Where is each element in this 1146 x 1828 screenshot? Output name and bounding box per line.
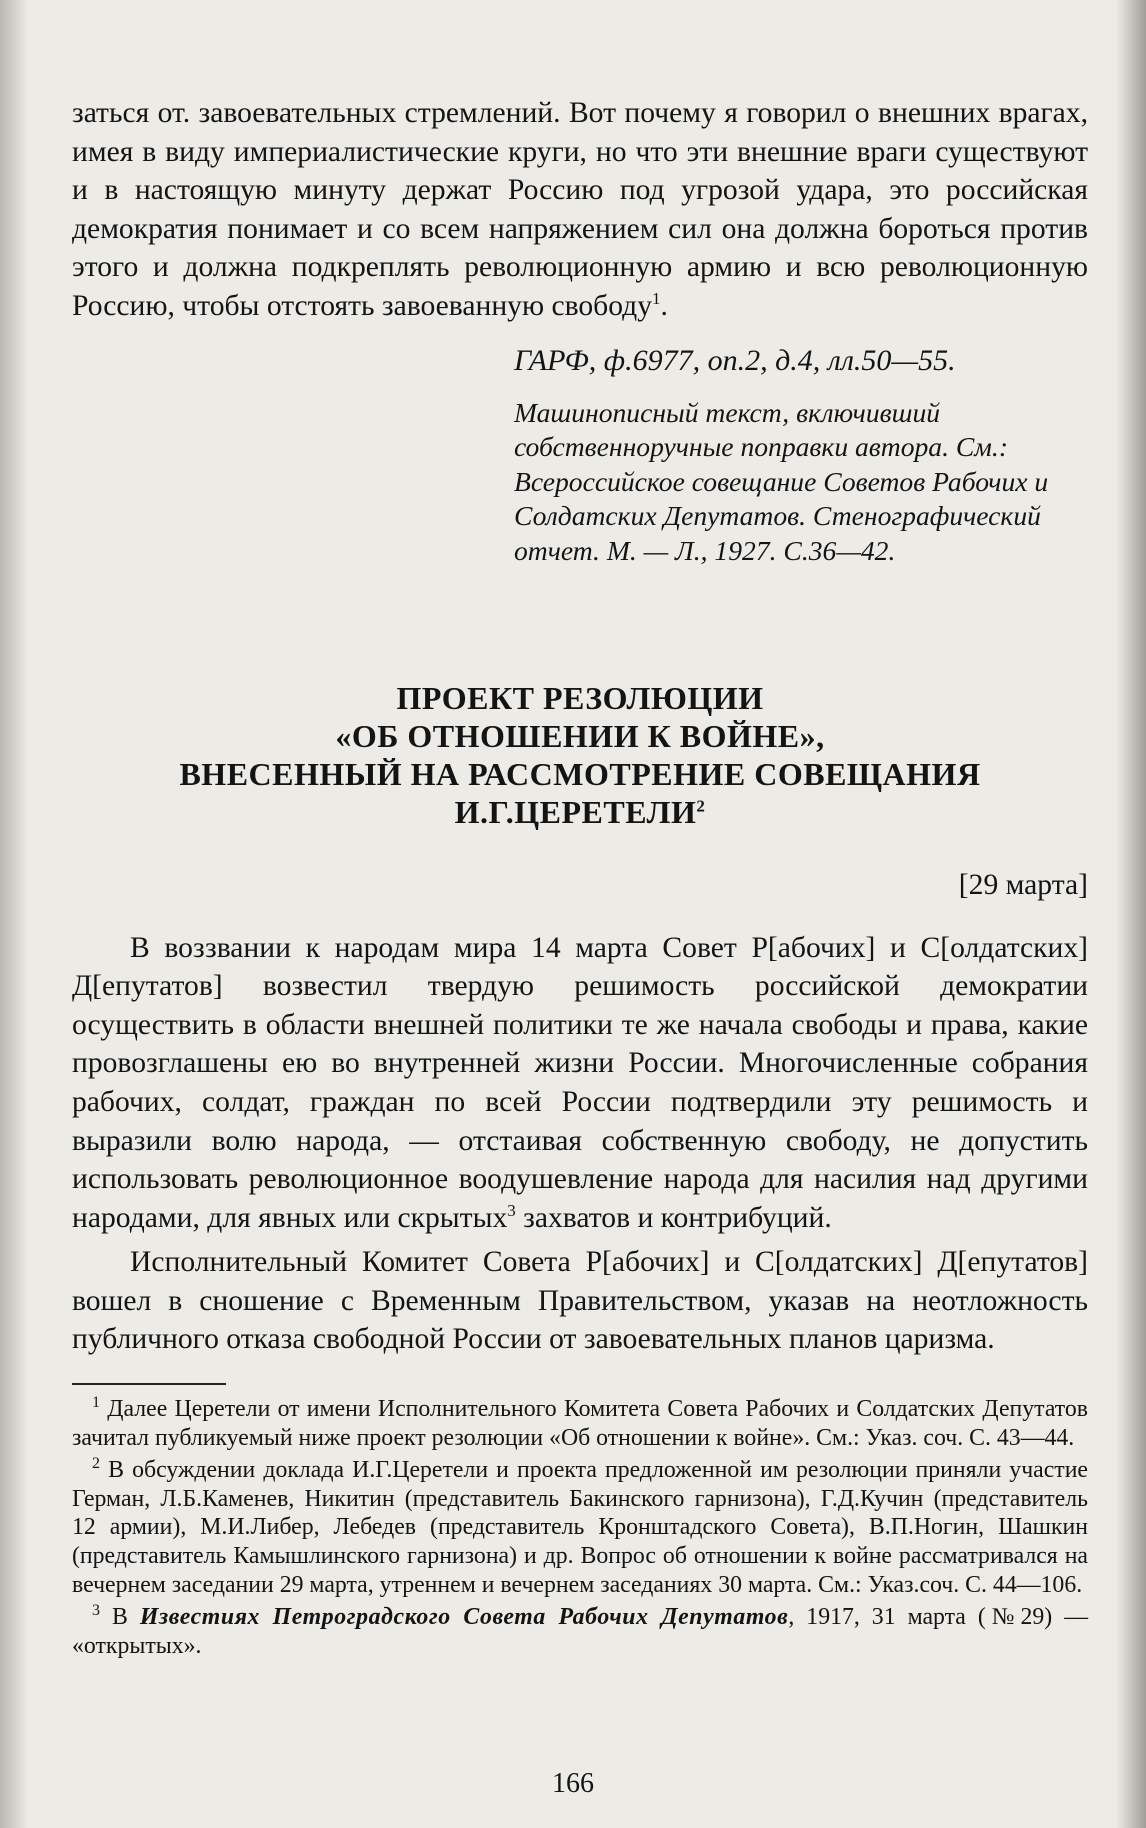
intro-end: . (660, 289, 668, 322)
intro-text: заться от. завоевательных стремлений. Вот почему я говорил о внешних врагах, имея в виду империалистические круги, но что эти внешние враги существуют и в настоящую минуту держат Россию под угрозой удара, это российская демократия понимает и со всем напряжением сил она должна бороться против этого и должна подкреплять революционную армию и всю революционную Россию, чтобы отстоять завоеванную свободу (72, 97, 1088, 322)
document-date: [29 марта] (958, 868, 1088, 901)
heading-line-1: ПРОЕКТ РЕЗОЛЮЦИИ (396, 679, 764, 716)
footnote-3-suffix: , 1917, 31 марта (№29) — «открытых». (72, 1604, 1088, 1659)
footnote-2-number: 2 (92, 1455, 100, 1473)
heading-line-2: «ОБ ОТНОШЕНИИ К ВОЙНЕ», (335, 717, 825, 754)
heading-line-4 (72, 793, 1088, 831)
footnote-1-text: Далее Церетели от имени Исполнительного Комитета Совета Рабочих и Солдатских Депутатов зачитал публикуемый ниже проект резолюции «Об отношении к войне». См.: Указ. соч. С. 43—44. (72, 1396, 1088, 1451)
citation-note: Машинописный текст, включивший собственноручные поправки автора. См.: Всероссийское совещание Советов Рабочих и Солдатских Депутатов. Стенографический отчет. М. — Л., 1927. С.36—42. (514, 396, 1049, 566)
source-citation (496, 342, 1088, 569)
body-paragraph-1 (72, 929, 1088, 1238)
paragraph-1-text: В воззвании к народам мира 14 марта Совет Р[абочих] и С[олдатских] Д[епутатов] возвестил твердую решимость российской демократии осуществить в области внешней политики те же начала свободы и права, какие провозглашены ею во внутренней жизни России. Многочисленные собрания рабочих, солдат, граждан по всей России подтвердили эту решимость и выразили волю народа, — отстаивая собственную свободу, не допустить использовать революционное воодушевление народа для насилия над другими народами, для явных или скрытых (72, 931, 1088, 1234)
page-number: 166 (552, 1768, 594, 1799)
text-column (72, 94, 1088, 1664)
footnote-3 (72, 1603, 1088, 1660)
heading-author: И.Г.ЦЕРЕТЕЛИ (454, 793, 697, 830)
archive-reference: ГАРФ, ф.6977, оп.2, д.4, лл.50—55. (514, 343, 956, 377)
footnote-3-number: 3 (92, 1602, 100, 1620)
footnote-3-prefix: В (111, 1604, 140, 1631)
footnote-3-source: Известиях Петроградского Совета Рабочих Депутатов (139, 1604, 789, 1631)
paragraph-1-end: захватов и контрибуций. (515, 1201, 832, 1234)
footnote-1-number: 1 (92, 1394, 100, 1412)
body-paragraph-2: Исполнительный Комитет Совета Р[абочих] и С[олдатских] Д[епутатов] вошел в сношение с Временным Правительством, указав на неотложность публичного отказа свободной России от завоевательных планов царизма. (72, 1246, 1088, 1356)
footnote-divider (72, 1383, 226, 1385)
footnote-ref-3: 3 (507, 1200, 516, 1220)
footnote-2 (72, 1456, 1088, 1599)
resolution-heading (72, 679, 1088, 831)
footnote-1 (72, 1395, 1088, 1452)
heading-line-3: ВНЕСЕННЫЙ НА РАССМОТРЕНИЕ СОВЕЩАНИЯ (179, 755, 981, 792)
footnote-ref-1: 1 (652, 289, 661, 309)
footnote-2-text: В обсуждении доклада И.Г.Церетели и проекта предложенной им резолюции приняли участие Герман, Л.Б.Каменев, Никитин (представитель Бакинского гарнизона), Г.Д.Кучин (представитель 12 армии), М.И.Либер, Лебедев (представитель Кронштадского Совета), В.П.Ногин, Шашкин (представитель Камышлинского гарнизона) и др. Вопрос об отношении к войне рассматривался на вечернем заседании 29 марта, утреннем и вечернем заседаниях 30 марта. См.: Указ.соч. С. 44—106. (72, 1457, 1088, 1598)
intro-paragraph (72, 94, 1088, 326)
footnote-ref-2: 2 (696, 795, 706, 815)
